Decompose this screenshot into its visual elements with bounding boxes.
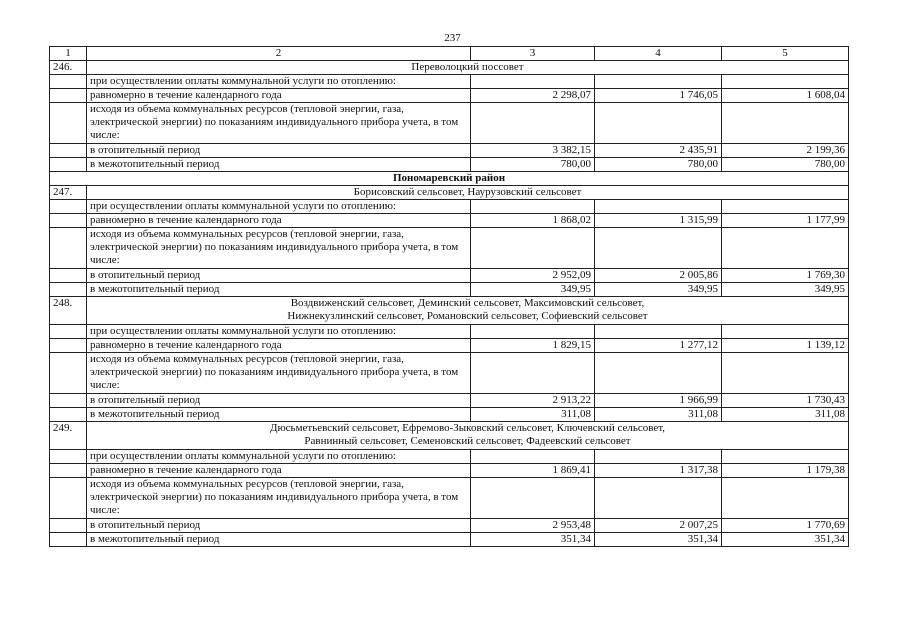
header-cell-1: 1 bbox=[50, 47, 87, 61]
heating-row bbox=[50, 269, 849, 283]
row-number: 248. bbox=[50, 297, 87, 325]
value-cell: 1 868,02 bbox=[471, 214, 595, 228]
meter-label: исходя из объема коммунальных ресурсов (тепловой энергии, газа, электрической энергии) по показаниям индивидуального прибора учета, в том числе: bbox=[87, 228, 471, 269]
heating-label: в отопительный период bbox=[87, 144, 471, 158]
value-cell: 1 769,30 bbox=[722, 269, 849, 283]
intro-row bbox=[50, 325, 849, 339]
value-cell: 349,95 bbox=[595, 283, 722, 297]
heating-label: в отопительный период bbox=[87, 519, 471, 533]
value-cell: 2 953,48 bbox=[471, 519, 595, 533]
value-cell: 1 179,38 bbox=[722, 464, 849, 478]
meter-row bbox=[50, 478, 849, 519]
settlement-name-line: Равнинный сельсовет, Семеновский сельсовет, Фадеевский сельсовет bbox=[304, 435, 631, 447]
heating-label: в отопительный период bbox=[87, 269, 471, 283]
header-cell-3: 3 bbox=[471, 47, 595, 61]
uniform-row bbox=[50, 339, 849, 353]
nonheating-label: в межотопительный период bbox=[87, 408, 471, 422]
intro-row bbox=[50, 200, 849, 214]
intro-label: при осуществлении оплаты коммунальной услуги по отоплению: bbox=[87, 325, 471, 339]
uniform-label: равномерно в течение календарного года bbox=[87, 214, 471, 228]
row-number: 246. bbox=[50, 61, 87, 75]
nonheating-label: в межотопительный период bbox=[87, 533, 471, 547]
value-cell: 351,34 bbox=[471, 533, 595, 547]
tariff-table bbox=[49, 46, 849, 547]
header-cell-2: 2 bbox=[87, 47, 471, 61]
intro-row bbox=[50, 450, 849, 464]
settlement-row bbox=[50, 61, 849, 75]
page-number: 237 bbox=[444, 32, 461, 44]
intro-label: при осуществлении оплаты коммунальной услуги по отоплению: bbox=[87, 200, 471, 214]
meter-label: исходя из объема коммунальных ресурсов (тепловой энергии, газа, электрической энергии) по показаниям индивидуального прибора учета, в том числе: bbox=[87, 478, 471, 519]
header-row bbox=[50, 47, 849, 61]
intro-row bbox=[50, 75, 849, 89]
heating-row bbox=[50, 394, 849, 408]
meter-row bbox=[50, 353, 849, 394]
heating-row bbox=[50, 519, 849, 533]
value-cell: 1 315,99 bbox=[595, 214, 722, 228]
row-number: 249. bbox=[50, 422, 87, 450]
settlement-name-line: Борисовский сельсовет, Наурузовский сельсовет bbox=[353, 186, 582, 198]
uniform-label: равномерно в течение календарного года bbox=[87, 89, 471, 103]
value-cell: 1 966,99 bbox=[595, 394, 722, 408]
value-cell: 1 770,69 bbox=[722, 519, 849, 533]
uniform-row bbox=[50, 89, 849, 103]
value-cell: 2 199,36 bbox=[722, 144, 849, 158]
value-cell: 1 139,12 bbox=[722, 339, 849, 353]
meter-label: исходя из объема коммунальных ресурсов (тепловой энергии, газа, электрической энергии) по показаниям индивидуального прибора учета, в том числе: bbox=[87, 103, 471, 144]
uniform-row bbox=[50, 464, 849, 478]
meter-row bbox=[50, 103, 849, 144]
nonheating-row bbox=[50, 158, 849, 172]
settlement-row bbox=[50, 186, 849, 200]
value-cell: 1 317,38 bbox=[595, 464, 722, 478]
settlement-name bbox=[87, 422, 849, 450]
value-cell: 1 829,15 bbox=[471, 339, 595, 353]
header-cell-5: 5 bbox=[722, 47, 849, 61]
settlement-name bbox=[87, 61, 849, 75]
settlement-row bbox=[50, 422, 849, 450]
nonheating-row bbox=[50, 533, 849, 547]
value-cell: 2 298,07 bbox=[471, 89, 595, 103]
value-cell: 2 435,91 bbox=[595, 144, 722, 158]
value-cell: 1 608,04 bbox=[722, 89, 849, 103]
value-cell: 2 952,09 bbox=[471, 269, 595, 283]
settlement-name-line: Дюсьметьевский сельсовет, Ефремово-Зыковский сельсовет, Ключевский сельсовет, bbox=[269, 422, 666, 434]
settlement-name-line: Воздвиженский сельсовет, Деминский сельсовет, Максимовский сельсовет, bbox=[290, 297, 645, 309]
value-cell: 2 913,22 bbox=[471, 394, 595, 408]
value-cell: 1 177,99 bbox=[722, 214, 849, 228]
value-cell: 3 382,15 bbox=[471, 144, 595, 158]
intro-label: при осуществлении оплаты коммунальной услуги по отоплению: bbox=[87, 75, 471, 89]
settlement-name bbox=[87, 186, 849, 200]
nonheating-row bbox=[50, 408, 849, 422]
settlement-name bbox=[87, 297, 849, 325]
district-row bbox=[50, 172, 849, 186]
value-cell: 2 005,86 bbox=[595, 269, 722, 283]
header-cell-4: 4 bbox=[595, 47, 722, 61]
district-name: Пономаревский район bbox=[50, 172, 849, 186]
value-cell: 351,34 bbox=[595, 533, 722, 547]
nonheating-label: в межотопительный период bbox=[87, 283, 471, 297]
settlement-name-line: Переволоцкий поссовет bbox=[411, 61, 524, 73]
settlement-name-line: Нижнекузлинский сельсовет, Романовский сельсовет, Софиевский сельсовет bbox=[287, 310, 648, 322]
uniform-label: равномерно в течение календарного года bbox=[87, 339, 471, 353]
heating-row bbox=[50, 144, 849, 158]
uniform-row bbox=[50, 214, 849, 228]
value-cell: 780,00 bbox=[722, 158, 849, 172]
meter-label: исходя из объема коммунальных ресурсов (тепловой энергии, газа, электрической энергии) по показаниям индивидуального прибора учета, в том числе: bbox=[87, 353, 471, 394]
value-cell: 351,34 bbox=[722, 533, 849, 547]
value-cell: 311,08 bbox=[595, 408, 722, 422]
value-cell: 1 869,41 bbox=[471, 464, 595, 478]
value-cell: 2 007,25 bbox=[595, 519, 722, 533]
nonheating-row bbox=[50, 283, 849, 297]
value-cell: 311,08 bbox=[722, 408, 849, 422]
value-cell: 780,00 bbox=[471, 158, 595, 172]
intro-label: при осуществлении оплаты коммунальной услуги по отоплению: bbox=[87, 450, 471, 464]
row-number: 247. bbox=[50, 186, 87, 200]
nonheating-label: в межотопительный период bbox=[87, 158, 471, 172]
settlement-row bbox=[50, 297, 849, 325]
value-cell: 349,95 bbox=[722, 283, 849, 297]
value-cell: 311,08 bbox=[471, 408, 595, 422]
value-cell: 349,95 bbox=[471, 283, 595, 297]
value-cell: 1 746,05 bbox=[595, 89, 722, 103]
uniform-label: равномерно в течение календарного года bbox=[87, 464, 471, 478]
value-cell: 1 277,12 bbox=[595, 339, 722, 353]
heating-label: в отопительный период bbox=[87, 394, 471, 408]
value-cell: 780,00 bbox=[595, 158, 722, 172]
meter-row bbox=[50, 228, 849, 269]
value-cell: 1 730,43 bbox=[722, 394, 849, 408]
